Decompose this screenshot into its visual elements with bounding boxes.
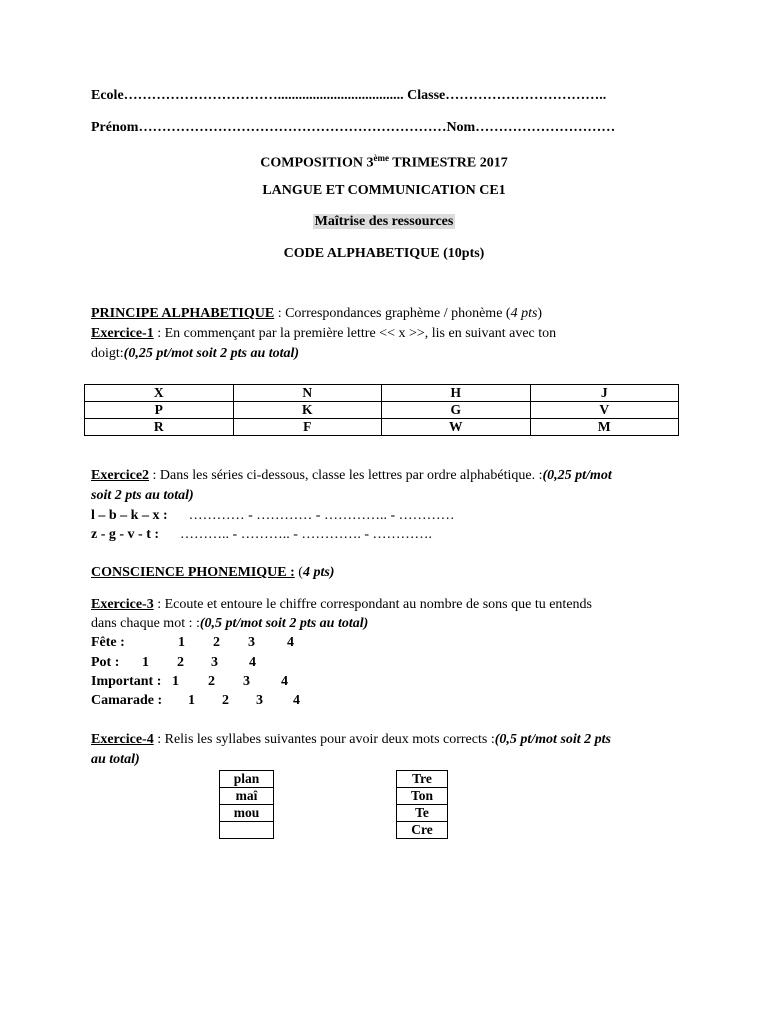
section-conscience xyxy=(91,563,334,582)
ex2-line1 xyxy=(91,466,612,485)
ex1-letter-table xyxy=(84,384,679,436)
ex3-choice[interactable]: 4 xyxy=(249,655,256,670)
ex2-series1-blanks[interactable]: ………… - ………… - ………….. - ………… xyxy=(188,508,455,523)
title-maitrise: Maîtrise des ressources xyxy=(314,214,454,229)
title-maitrise-wrap xyxy=(0,212,768,231)
ex3-word: Camarade : xyxy=(91,693,163,708)
ex2-series2-blanks[interactable]: ……….. - ……….. - …………. - …………. xyxy=(180,527,433,542)
ex4-label: Exercice-4 xyxy=(91,732,154,747)
ex3-choice[interactable]: 1 xyxy=(142,655,149,670)
ex1-cell: P xyxy=(85,402,234,419)
ex1-text1: : En commençant par la première lettre << x >>, lis en suivant avec ton xyxy=(153,326,557,341)
ex1-cell: V xyxy=(530,402,679,419)
ex4-syllable-right[interactable]: Ton xyxy=(397,788,448,805)
ex4-syllable-left[interactable] xyxy=(220,822,274,839)
ex1-cell: X xyxy=(85,385,234,402)
title-langue: LANGUE ET COMMUNICATION CE1 xyxy=(262,183,506,198)
ex1-cell: F xyxy=(233,419,382,436)
ex3-choice[interactable]: 4 xyxy=(281,674,288,689)
ex1-text2: doigt: xyxy=(91,346,124,361)
ex3-word: Fête : xyxy=(91,635,125,650)
ex2-series1-letters: l – b – k – x : xyxy=(91,508,168,523)
ex3-line1 xyxy=(91,595,592,614)
section-principe xyxy=(91,304,542,323)
ex3-row-camarade xyxy=(91,691,300,710)
title-composition-post: TRIMESTRE 2017 xyxy=(388,155,508,171)
nom-label: Nom xyxy=(446,120,476,135)
ex3-choice[interactable]: 2 xyxy=(177,655,184,670)
ex1-row xyxy=(85,419,679,436)
ex4-line1 xyxy=(91,730,611,749)
title-composition-pre: COMPOSITION 3 xyxy=(260,155,374,171)
ex1-cell: M xyxy=(530,419,679,436)
ex3-choice[interactable]: 1 xyxy=(178,635,185,650)
ex1-row xyxy=(85,385,679,402)
ecole-label: Ecole xyxy=(91,88,124,103)
ex2-label: Exercice2 xyxy=(91,468,150,483)
ex3-word: Pot : xyxy=(91,655,120,670)
ex2-points1: (0,25 pt/mot xyxy=(542,468,612,483)
ex2-series2 xyxy=(91,525,432,544)
section-conscience-heading: CONSCIENCE PHONEMIQUE : xyxy=(91,565,295,580)
ex2-points2: soit 2 pts au total) xyxy=(91,488,194,503)
ex3-choice[interactable]: 3 xyxy=(256,693,263,708)
ex1-points: (0,25 pt/mot soit 2 pts au total) xyxy=(123,346,300,361)
classe-blank[interactable]: …………………………….. xyxy=(445,88,607,103)
title-code: CODE ALPHABETIQUE (10pts) xyxy=(283,246,485,261)
ex3-choice[interactable]: 3 xyxy=(248,635,255,650)
ex3-choice[interactable]: 4 xyxy=(287,635,294,650)
section-principe-text: : Correspondances graphème / phonème ( xyxy=(274,306,511,321)
ex4-right-syllables xyxy=(396,770,448,839)
ex3-choice[interactable]: 1 xyxy=(172,674,179,689)
ex1-cell: H xyxy=(382,385,531,402)
ex3-choice[interactable]: 3 xyxy=(243,674,250,689)
ex3-choice[interactable]: 1 xyxy=(188,693,195,708)
ex1-cell: W xyxy=(382,419,531,436)
ex3-choice[interactable]: 2 xyxy=(208,674,215,689)
classe-label: Classe xyxy=(407,88,446,103)
ex1-cell: K xyxy=(233,402,382,419)
ex4-points2: au total) xyxy=(91,752,140,767)
ex2-series1 xyxy=(91,506,455,525)
ex3-choice[interactable]: 3 xyxy=(211,655,218,670)
ex4-syllable-right[interactable]: Tre xyxy=(397,771,448,788)
ex1-line2 xyxy=(91,344,299,363)
ex3-choice[interactable]: 2 xyxy=(222,693,229,708)
ex4-syllable-left[interactable]: mou xyxy=(220,805,274,822)
ex1-line1 xyxy=(91,324,556,343)
ex3-word: Important : xyxy=(91,674,162,689)
ex1-cell: R xyxy=(85,419,234,436)
title-composition xyxy=(0,149,768,173)
ecole-line xyxy=(91,86,606,105)
ex3-choice[interactable]: 2 xyxy=(213,635,220,650)
ex4-text: : Relis les syllabes suivantes pour avoir deux mots corrects : xyxy=(153,732,495,747)
prenom-blank[interactable]: ………………………………………………………… xyxy=(138,120,447,135)
prenom-line xyxy=(91,118,615,137)
ex1-cell: N xyxy=(233,385,382,402)
ecole-blank[interactable]: …………………………….................................... xyxy=(123,88,404,103)
ex4-syllable-left[interactable]: plan xyxy=(220,771,274,788)
nom-blank[interactable]: ………………………… xyxy=(475,120,616,135)
section-principe-close: ) xyxy=(537,306,543,321)
section-principe-pts: 4 pts xyxy=(510,306,538,321)
ex1-cell: G xyxy=(382,402,531,419)
section-conscience-pts: 4 pts) xyxy=(302,565,335,580)
ex4-points1: (0,5 pt/mot soit 2 pts xyxy=(494,732,612,747)
ex1-label: Exercice-1 xyxy=(91,326,154,341)
ex3-row-fete xyxy=(91,633,294,652)
ex3-text1: : Ecoute et entoure le chiffre correspondant au nombre de sons que tu entends xyxy=(153,597,592,612)
ex3-line2 xyxy=(91,614,368,633)
prenom-label: Prénom xyxy=(91,120,139,135)
ex3-choice[interactable]: 4 xyxy=(293,693,300,708)
ex3-text2: dans chaque mot : : xyxy=(91,616,200,631)
ex2-text: : Dans les séries ci-dessous, classe les lettres par ordre alphabétique. : xyxy=(149,468,543,483)
ex4-syllable-left[interactable]: maî xyxy=(220,788,274,805)
ex4-syllable-right[interactable]: Cre xyxy=(397,822,448,839)
ex3-points: (0,5 pt/mot soit 2 pts au total) xyxy=(199,616,369,631)
ex1-cell: J xyxy=(530,385,679,402)
ex3-row-pot xyxy=(91,653,256,672)
ex1-row xyxy=(85,402,679,419)
section-conscience-open: ( xyxy=(294,565,303,580)
section-principe-heading: PRINCIPE ALPHABETIQUE xyxy=(91,306,275,321)
ex4-left-syllables xyxy=(219,770,274,839)
ex3-label: Exercice-3 xyxy=(91,597,154,612)
ex4-syllable-right[interactable]: Te xyxy=(397,805,448,822)
title-composition-sup: ème xyxy=(373,153,389,163)
ex2-series2-letters: z - g - v - t : xyxy=(91,527,160,542)
ex3-row-important xyxy=(91,672,288,691)
